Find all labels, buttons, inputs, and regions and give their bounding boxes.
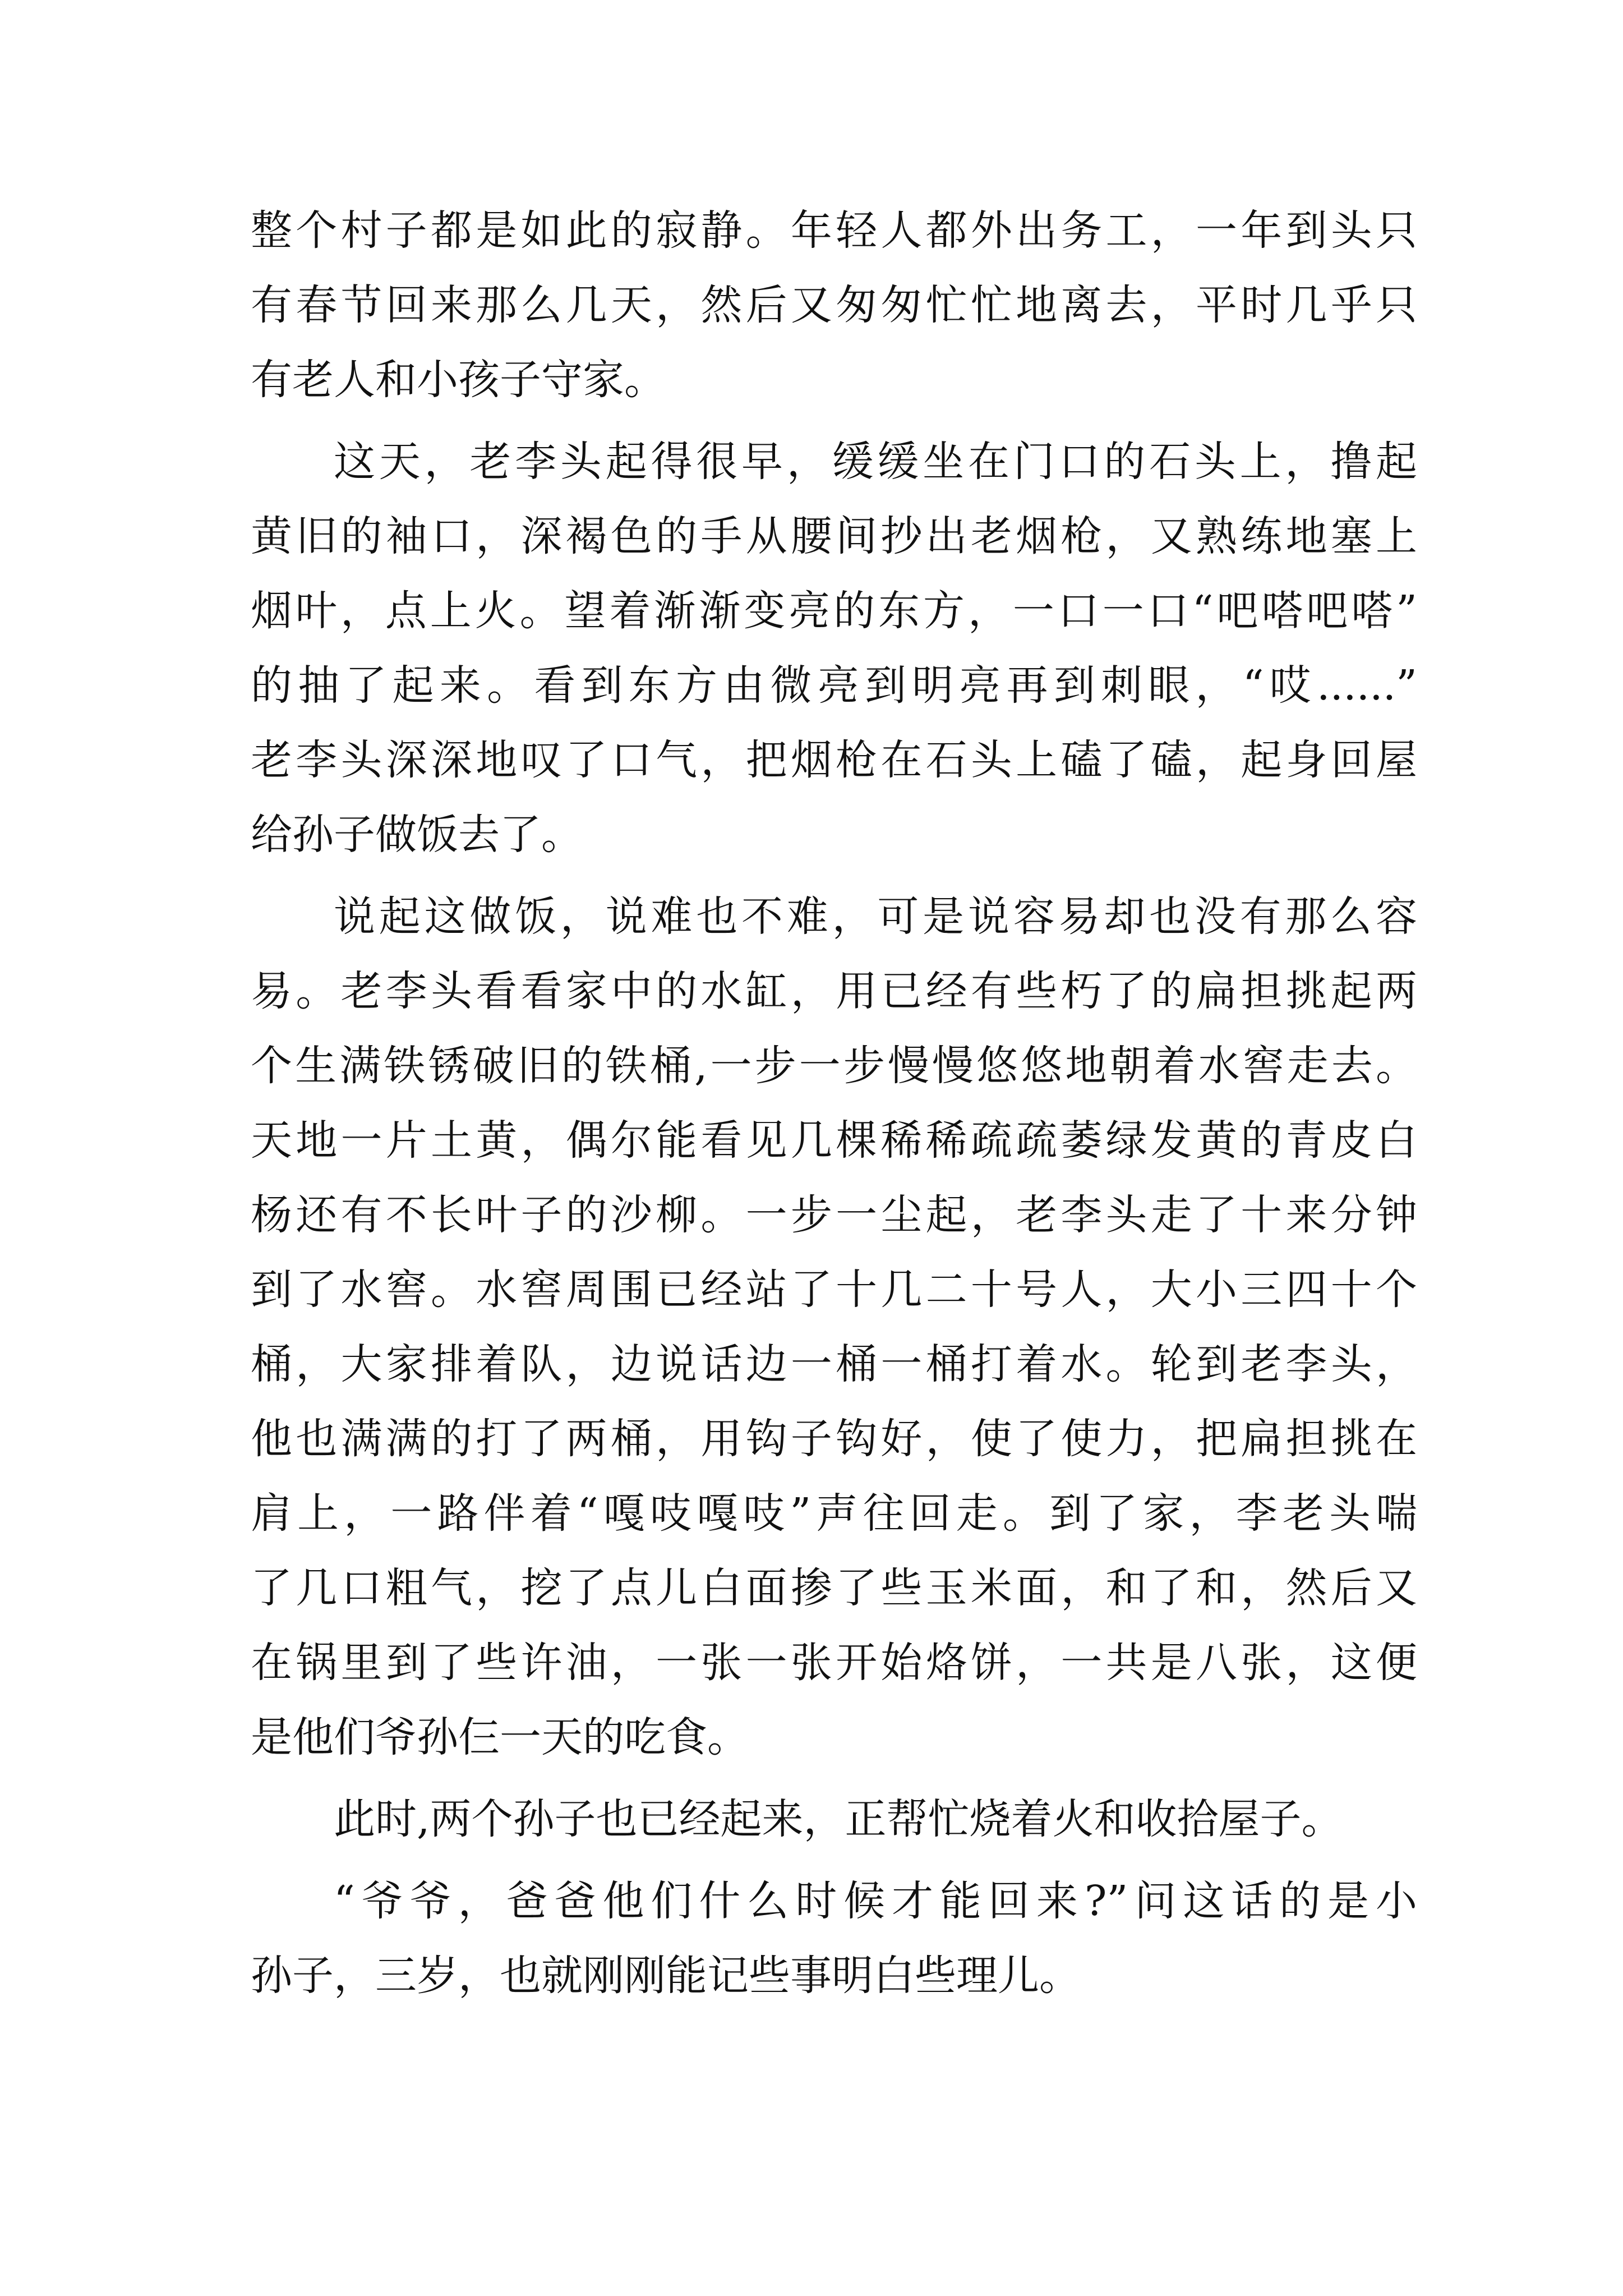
paragraph-gap [251, 1857, 1417, 1864]
paragraph-gap [251, 1775, 1417, 1782]
paragraph-4 [251, 1782, 1417, 1857]
text-line: 他也满满的打了两桶，用钩子钩好，使了使力，把扁担挑在 [251, 1415, 1417, 1463]
text-line: 的抽了起来。看到东方由微亮到明亮再到刺眼，“哎......” [251, 661, 1417, 710]
text-line: 易。老李头看看家中的水缸，用已经有些朽了的扁担挑起两 [251, 967, 1417, 1015]
text-line: “爷爷，爸爸他们什么时候才能回来?”问这话的是小 [334, 1877, 1417, 1925]
text-line: 这天，老李头起得很早，缓缓坐在门口的石头上，撸起 [334, 438, 1417, 486]
text-line: 了几口粗气，挖了点儿白面掺了些玉米面，和了和，然后又 [251, 1564, 1417, 1612]
text-line: 有春节回来那么几天，然后又匆匆忙忙地离去，平时几乎只 [251, 281, 1417, 329]
text-line: 肩上，一路伴着“嘎吱嘎吱”声往回走。到了家，李老头喘 [251, 1489, 1417, 1538]
text-line: 烟叶，点上火。望着渐渐变亮的东方，一口一口“吧嗒吧嗒” [251, 587, 1417, 635]
text-line: 桶，大家排着队，边说话边一桶一桶打着水。轮到老李头， [251, 1340, 1417, 1388]
text-line: 天地一片土黄，偶尔能看见几棵稀稀疏疏萎绿发黄的青皮白 [251, 1116, 1417, 1165]
text-line: 有老人和小孩子守家。 [251, 356, 666, 404]
text-line: 杨还有不长叶子的沙柳。一步一尘起，老李头走了十来分钟 [251, 1191, 1417, 1239]
paragraph-1 [251, 194, 1417, 417]
text-line: 说起这做饭，说难也不难，可是说容易却也没有那么容 [334, 892, 1417, 941]
text-line: 此时,两个孙子也已经起来，正帮忙烧着火和收拾屋子。 [334, 1795, 1343, 1843]
text-line: 整个村子都是如此的寂静。年轻人都外出务工，一年到头只 [251, 206, 1417, 255]
paragraph-5 [251, 1864, 1417, 2013]
paragraph-2 [251, 425, 1417, 872]
text-line: 是他们爷孙仨一天的吃食。 [251, 1713, 749, 1761]
text-line: 到了水窖。水窖周围已经站了十几二十号人，大小三四十个 [251, 1266, 1417, 1314]
paragraph-3 [251, 880, 1417, 1775]
paragraph-gap [251, 872, 1417, 880]
text-line: 在锅里到了些许油，一张一张开始烙饼，一共是八张，这便 [251, 1639, 1417, 1687]
text-line: 孙子，三岁，也就刚刚能记些事明白些理儿。 [251, 1952, 1081, 2000]
text-line: 黄旧的袖口，深褐色的手从腰间抄出老烟枪，又熟练地塞上 [251, 512, 1417, 560]
body-text [251, 194, 1417, 2013]
text-line: 老李头深深地叹了口气，把烟枪在石头上磕了磕，起身回屋 [251, 736, 1417, 784]
text-line: 个生满铁锈破旧的铁桶,一步一步慢慢悠悠地朝着水窖走去。 [251, 1042, 1417, 1090]
text-line: 给孙子做饭去了。 [251, 811, 583, 859]
paragraph-gap [251, 417, 1417, 425]
